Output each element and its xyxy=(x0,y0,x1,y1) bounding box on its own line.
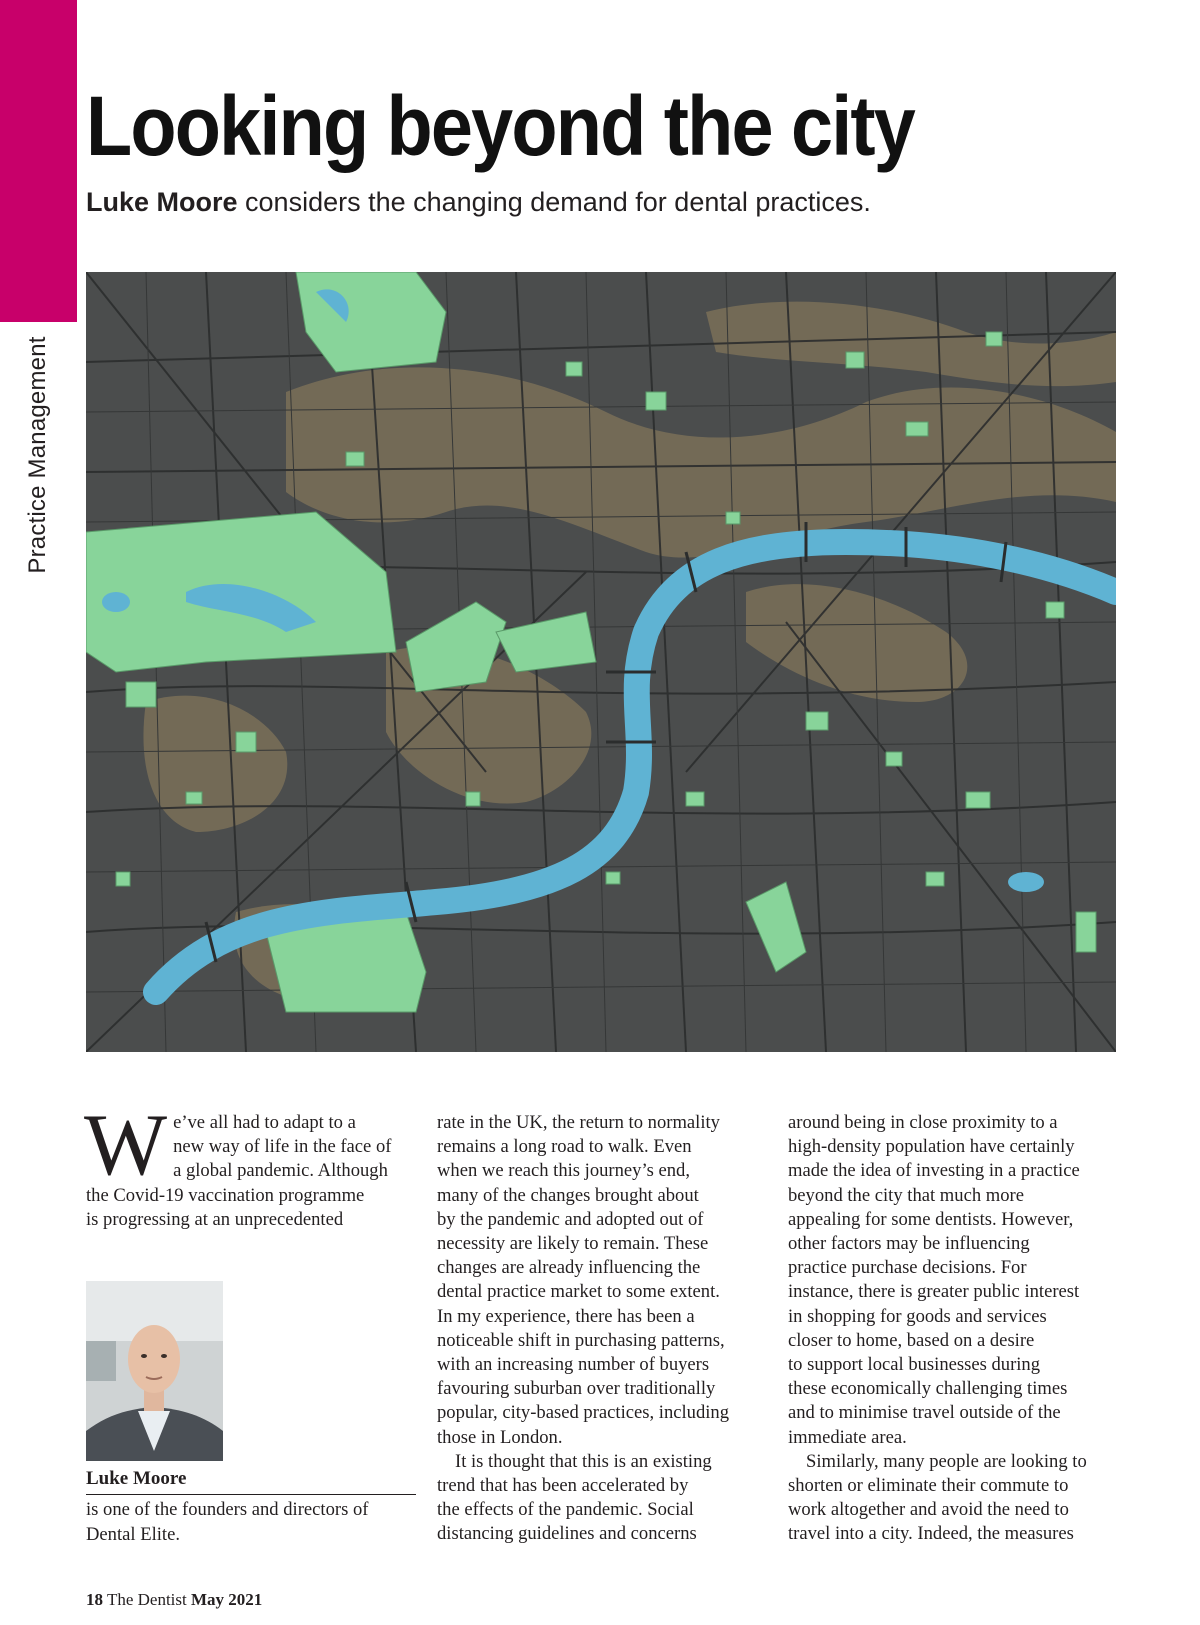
bio-divider xyxy=(86,1494,416,1495)
body-line: appealing for some dentists. However, xyxy=(788,1208,1074,1230)
body-line: necessity are likely to remain. These xyxy=(437,1233,709,1255)
body-line: shorten or eliminate their commute to xyxy=(788,1475,1069,1497)
page-number: 18 xyxy=(86,1590,103,1609)
body-line: practice purchase decisions. For xyxy=(788,1257,1027,1279)
drop-cap: W xyxy=(84,1097,168,1194)
bio-name: Luke Moore xyxy=(86,1468,187,1489)
body-line: It is thought that this is an existing xyxy=(455,1450,712,1472)
page-title: Looking beyond the city xyxy=(86,79,915,173)
standfirst-text: considers the changing demand for dental practices. xyxy=(237,187,871,217)
standfirst xyxy=(86,184,871,220)
body-line: favouring suburban over traditionally xyxy=(437,1378,716,1400)
body-line: Similarly, many people are looking to xyxy=(806,1450,1087,1472)
body-line: work altogether and avoid the need to xyxy=(788,1499,1069,1521)
body-line: to support local businesses during xyxy=(788,1354,1041,1376)
article-column-3 xyxy=(788,1111,1118,1547)
section-label: Practice Management xyxy=(24,336,51,574)
body-line: is progressing at an unprecedented xyxy=(86,1208,344,1230)
body-line: when we reach this journey’s end, xyxy=(437,1160,691,1182)
body-line: and to minimise travel outside of the xyxy=(788,1402,1061,1424)
body-line: by the pandemic and adopted out of xyxy=(437,1208,704,1230)
body-line: around being in close proximity to a xyxy=(788,1112,1058,1133)
body-line: changes are already influencing the xyxy=(437,1257,701,1279)
magazine-name: The Dentist xyxy=(103,1590,191,1609)
body-line: In my experience, there has been a xyxy=(437,1305,695,1327)
article-column-1 xyxy=(84,1097,416,1232)
body-line: immediate area. xyxy=(788,1426,907,1448)
body-line: e’ve all had to adapt to a xyxy=(173,1112,356,1133)
body-line: rate in the UK, the return to normality xyxy=(437,1112,720,1133)
standfirst-author: Luke Moore xyxy=(86,187,238,217)
author-photo xyxy=(86,1281,223,1461)
body-line: distancing guidelines and concerns xyxy=(437,1523,697,1545)
body-line: these economically challenging times xyxy=(788,1378,1068,1400)
body-line: remains a long road to walk. Even xyxy=(437,1136,692,1158)
body-line: high-density population have certainly xyxy=(788,1136,1075,1158)
bio-line: Dental Elite. xyxy=(86,1524,180,1545)
body-line: travel into a city. Indeed, the measures xyxy=(788,1523,1074,1545)
body-line: trend that has been accelerated by xyxy=(437,1475,689,1497)
body-line: made the idea of investing in a practice xyxy=(788,1160,1080,1182)
body-line: noticeable shift in purchasing patterns, xyxy=(437,1329,725,1351)
body-line: other factors may be influencing xyxy=(788,1233,1030,1255)
body-line: those in London. xyxy=(437,1426,563,1448)
body-line: beyond the city that much more xyxy=(788,1184,1024,1206)
body-line: the effects of the pandemic. Social xyxy=(437,1499,694,1521)
bio-text xyxy=(86,1497,416,1547)
body-line: popular, city-based practices, including xyxy=(437,1402,730,1424)
london-map-illustration xyxy=(86,272,1116,1052)
body-line: with an increasing number of buyers xyxy=(437,1354,710,1376)
issue-date: May 2021 xyxy=(190,1590,263,1609)
body-line: many of the changes brought about xyxy=(437,1184,699,1206)
body-line: closer to home, based on a desire xyxy=(788,1329,1035,1351)
body-line: instance, there is greater public interest xyxy=(788,1281,1080,1303)
body-line: dental practice market to some extent. xyxy=(437,1281,720,1303)
body-line: new way of life in the face of xyxy=(173,1136,392,1158)
article-column-2 xyxy=(437,1111,767,1547)
body-line: a global pandemic. Although xyxy=(173,1160,388,1182)
bio-line: is one of the founders and directors of xyxy=(86,1499,369,1520)
body-line: the Covid-19 vaccination programme xyxy=(86,1184,365,1206)
body-line: in shopping for goods and services xyxy=(788,1305,1047,1327)
head xyxy=(128,1325,180,1393)
page-footer xyxy=(86,1590,262,1610)
section-accent-bar xyxy=(0,0,77,322)
